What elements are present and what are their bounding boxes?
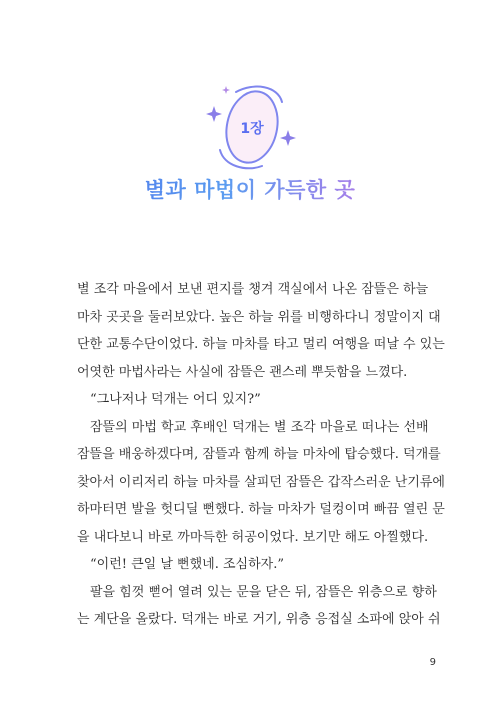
chapter-title: 별과 마법이 가득한 곳 xyxy=(0,174,500,204)
text-line: 는 계단을 올랐다. 덕개는 바로 거기, 위층 응접실 소파에 앉아 쉬 xyxy=(77,612,441,627)
page-number: 9 xyxy=(429,657,436,668)
text-line: 찾아서 이리저리 하늘 마차를 살피던 잠뜰은 갑작스러운 난기류에 xyxy=(77,474,445,490)
body-text xyxy=(77,276,445,634)
text-line: 잠뜰을 배웅하겠다며, 잠뜰과 함께 하늘 마차에 탑승했다. 덕개를 xyxy=(77,447,441,462)
sparkle-star-icon xyxy=(280,130,296,146)
text-line: 을 내다보니 바로 까마득한 허공이었다. 보기만 해도 아찔했다. xyxy=(77,529,429,545)
text-line: 단한 교통수단이었다. 하늘 마차를 타고 멀리 여행을 떠날 수 있는 xyxy=(77,337,445,352)
dialogue-line: “그나저나 덕개는 어디 있지?” xyxy=(90,392,261,407)
text-line: 별 조각 마을에서 보낸 편지를 챙겨 객실에서 나온 잠뜰은 하늘 xyxy=(77,282,429,297)
text-line: 팔을 힘껏 뻗어 열려 있는 문을 닫은 뒤, 잠뜰은 위층으로 향하 xyxy=(90,584,437,600)
sparkle-star-icon xyxy=(206,106,222,122)
sparkle-star-icon xyxy=(222,86,230,94)
chapter-label: 1장 xyxy=(240,121,264,137)
text-line: 잠뜰의 마법 학교 후배인 덕개는 별 조각 마을로 떠나는 선배 xyxy=(90,419,429,435)
text-line: 하마터면 발을 헛디딜 뻔했다. 하늘 마차가 덜컹이며 빠끔 열린 문 xyxy=(77,502,445,517)
text-line: 어엿한 마법사라는 사실에 잠뜰은 괜스레 뿌듯함을 느꼈다. xyxy=(77,364,408,380)
dialogue-line: “이런! 큰일 날 뻔했네. 조심하자.” xyxy=(90,557,285,572)
chapter-emblem xyxy=(206,72,298,180)
text-line: 마차 곳곳을 둘러보았다. 높은 하늘 위를 비행하다니 정말이지 대 xyxy=(77,309,441,325)
